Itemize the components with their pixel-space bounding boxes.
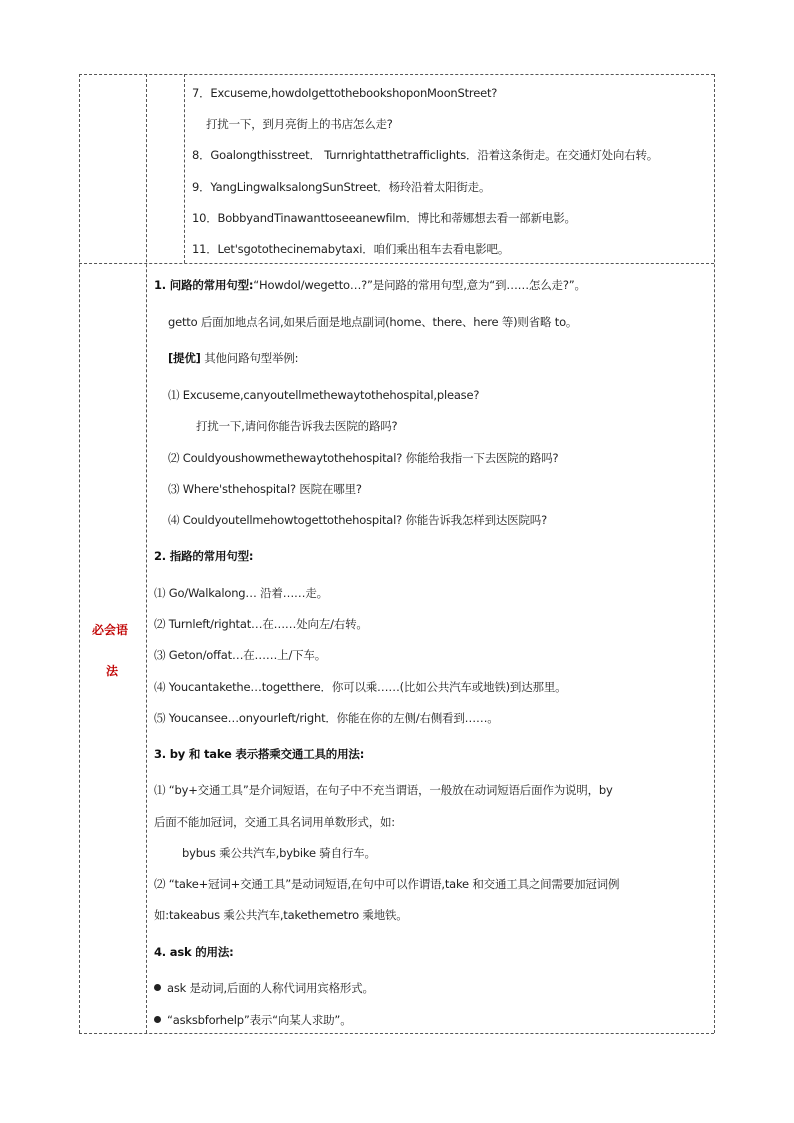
direction-5: ⑸ Youcansee…onyourleft/right．你能在你的左侧/右侧看到……。	[154, 711, 499, 725]
heading-1-title: 1. 问路的常用句型:	[154, 278, 254, 292]
ask-point-2-text: “asksbforhelp”表示“向某人求助”。	[167, 1013, 352, 1027]
by-usage-line2: 后面不能加冠词，交通工具名词用单数形式，如:	[154, 815, 395, 829]
sentence-8: 8．Goalongthisstreet． Turnrightatthetrafficlights．沿着这条街走。在交通灯处向右转。	[192, 148, 659, 162]
example-q3: ⑶ Where'sthehospital? 医院在哪里?	[168, 482, 362, 496]
sentence-10: 10．BobbyandTinawanttoseeanewfilm．博比和蒂娜想去看一部新电影。	[192, 211, 576, 225]
example-q2: ⑵ Couldyoushowmethewaytothehospital? 你能给我指一下去医院的路吗?	[168, 451, 559, 465]
table-row-divider	[79, 263, 714, 264]
direction-3: ⑶ Geton/offat…在……上/下车。	[154, 648, 327, 662]
sentence-7: 7．Excuseme,howdoIgettothebookshoponMoonStreet?	[192, 86, 498, 100]
direction-1: ⑴ Go/Walkalong… 沿着……走。	[154, 586, 328, 600]
side-label-line2: 法	[106, 664, 119, 678]
heading-3: 3. by 和 take 表示搭乘交通工具的用法:	[154, 747, 365, 761]
heading-4: 4. ask 的用法:	[154, 945, 234, 959]
ask-point-1-text: ask 是动词,后面的人称代词用宾格形式。	[167, 981, 374, 995]
ask-point-1	[154, 980, 374, 996]
table-col-divider	[146, 74, 147, 1033]
table-inner-col-divider	[184, 74, 185, 263]
side-label-line1: 必会语	[92, 623, 129, 637]
table-top-border	[79, 74, 714, 75]
direction-2: ⑵ Turnleft/rightat…在……处向左/右转。	[154, 617, 368, 631]
take-usage-line1: ⑵ “take+冠词+交通工具”是动词短语,在句中可以作谓语,take 和交通工具之间需要加冠词例	[154, 877, 620, 891]
heading-2: 2. 指路的常用句型:	[154, 549, 254, 563]
take-usage-line2: 如:takeabus 乘公共汽车,takethemetro 乘地铁。	[154, 908, 408, 922]
heading-1	[154, 277, 586, 293]
direction-4: ⑷ Youcantakethe…togetthere．你可以乘……(比如公共汽车或地铁)到达那里。	[154, 680, 567, 694]
by-usage-example: bybus 乘公共汽车,bybike 骑自行车。	[182, 846, 376, 860]
sentence-7-translation: 打扰一下，到月亮街上的书店怎么走?	[206, 117, 393, 131]
table-bottom-border	[79, 1033, 714, 1034]
bullet-icon	[154, 984, 161, 991]
sentence-11: 11．Let'sgotothecinemabytaxi．咱们乘出租车去看电影吧。	[192, 242, 510, 256]
tip-line	[168, 350, 298, 366]
example-q4: ⑷ Couldyoutellmehowtogettothehospital? 你能告诉我怎样到达医院吗?	[168, 513, 547, 527]
tip-text: 其他问路句型举例:	[204, 351, 299, 365]
example-q1: ⑴ Excuseme,canyoutellmethewaytothehospital,please?	[168, 388, 480, 402]
tip-label: [提优]	[168, 351, 201, 365]
ask-point-2	[154, 1012, 352, 1028]
example-q1-translation: 打扰一下,请问你能告诉我去医院的路吗?	[196, 419, 398, 433]
bullet-icon	[154, 1016, 161, 1023]
sentence-9: 9．YangLingwalksalongSunStreet．杨玲沿着太阳街走。	[192, 180, 491, 194]
paragraph-getto: getto 后面加地点名词,如果后面是地点副词(home、there、here 等)则省略 to。	[168, 315, 578, 329]
table-left-border	[79, 74, 80, 1033]
by-usage-line1: ⑴ “by+交通工具”是介词短语，在句子中不充当谓语，一般放在动词短语后面作为说明，by	[154, 783, 613, 797]
heading-1-rest: “HowdoI/wegetto…?”是问路的常用句型,意为“到……怎么走?”。	[253, 278, 586, 292]
table-right-border	[714, 74, 715, 1033]
